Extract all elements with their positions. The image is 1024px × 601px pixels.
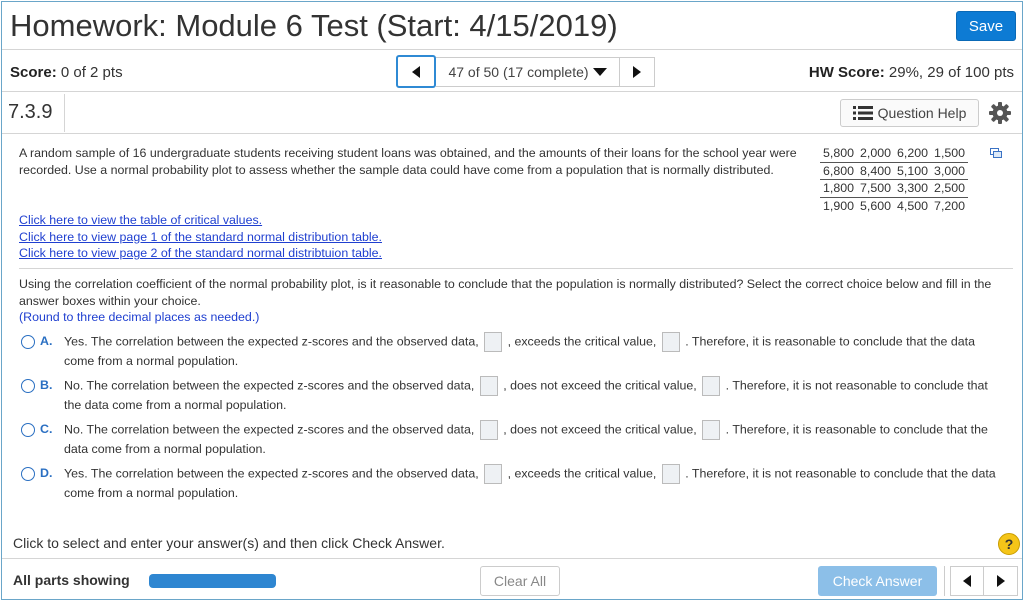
data-cell: 8,400 bbox=[857, 162, 894, 180]
data-cell: 1,800 bbox=[820, 180, 857, 198]
hw-score bbox=[809, 64, 1014, 81]
hw-score-label: HW Score: bbox=[808, 64, 885, 81]
footer-previous-button[interactable] bbox=[950, 566, 984, 596]
question-id: 7.3.9 bbox=[8, 101, 53, 123]
choice-text-part: . Therefore, it is not reasonable to conclude that the data come from a normal population. bbox=[64, 378, 988, 412]
gear-icon[interactable] bbox=[988, 101, 1012, 125]
caret-left-icon bbox=[963, 575, 971, 587]
correlation-answer-input[interactable] bbox=[484, 332, 502, 352]
question-position: 47 of 50 (17 complete) bbox=[448, 64, 589, 80]
data-cell: 6,200 bbox=[894, 145, 931, 162]
help-icon[interactable]: ? bbox=[998, 533, 1020, 555]
question-help-label: Question Help bbox=[877, 105, 967, 121]
data-cell: 7,500 bbox=[857, 180, 894, 198]
next-question-button[interactable] bbox=[619, 57, 655, 87]
choice-c-radio[interactable] bbox=[21, 423, 35, 437]
question-text: Using the correlation coefficient of the normal probability plot, is it reasonable to conclude that the population is normally distributed? Select the correct choice below and fill in the answer boxes within your choice. bbox=[19, 277, 992, 308]
choice-a-radio[interactable] bbox=[21, 335, 35, 349]
table-row bbox=[820, 145, 968, 162]
copy-icon[interactable] bbox=[990, 148, 1002, 158]
clear-all-button[interactable]: Clear All bbox=[480, 566, 560, 596]
parts-progress-bar bbox=[149, 574, 276, 588]
rounding-hint: (Round to three decimal places as needed.) bbox=[19, 310, 260, 324]
choice-a-letter: A. bbox=[40, 334, 53, 348]
data-cell: 2,500 bbox=[931, 180, 968, 198]
critical-value-answer-input[interactable] bbox=[662, 332, 680, 352]
check-answer-button[interactable]: Check Answer bbox=[818, 566, 937, 596]
correlation-answer-input[interactable] bbox=[484, 464, 502, 484]
choice-c-letter: C. bbox=[40, 422, 53, 436]
hw-score-value: 29%, 29 of 100 pts bbox=[888, 64, 1014, 81]
choice-text-part: Yes. The correlation between the expected z-scores and the observed data, bbox=[64, 466, 479, 481]
divider bbox=[64, 94, 65, 132]
footer-next-button[interactable] bbox=[984, 566, 1018, 596]
choice-text-part: . Therefore, it is not reasonable to conclude that the data come from a normal population. bbox=[64, 466, 996, 500]
choice-d-radio[interactable] bbox=[21, 467, 35, 481]
divider bbox=[19, 268, 1013, 269]
table-row bbox=[820, 162, 968, 180]
data-cell: 3,000 bbox=[931, 162, 968, 180]
choice-b-text bbox=[64, 376, 1004, 416]
data-cell: 1,900 bbox=[823, 198, 855, 213]
question-selector-dropdown[interactable] bbox=[436, 57, 620, 87]
data-cell: 4,500 bbox=[897, 198, 929, 213]
question-bar bbox=[2, 92, 1022, 134]
resource-links bbox=[19, 212, 382, 262]
critical-value-answer-input[interactable] bbox=[702, 376, 720, 396]
caret-right-icon bbox=[997, 575, 1005, 587]
correlation-answer-input[interactable] bbox=[480, 420, 498, 440]
caret-right-icon bbox=[633, 66, 641, 78]
choice-a-text bbox=[64, 332, 1004, 372]
choice-d-letter: D. bbox=[40, 466, 53, 480]
data-cell: 5,800 bbox=[820, 145, 857, 162]
choice-text-part: No. The correlation between the expected z-scores and the observed data, bbox=[64, 378, 475, 393]
caret-left-icon bbox=[412, 66, 420, 78]
choice-c-text bbox=[64, 420, 1004, 460]
divider bbox=[944, 566, 945, 596]
choice-text-part: , does not exceed the critical value, bbox=[503, 422, 697, 437]
choice-text-part: . Therefore, it is reasonable to conclude that the data come from a normal population. bbox=[64, 334, 976, 368]
critical-value-answer-input[interactable] bbox=[702, 420, 720, 440]
choice-text-part: No. The correlation between the expected z-scores and the observed data, bbox=[64, 422, 475, 437]
choice-b-letter: B. bbox=[40, 378, 53, 392]
problem-statement: A random sample of 16 undergraduate students receiving student loans was obtained, and the amounts of their loans for the school year were recorded. Use a normal probability plot to assess whether the sample data could have come from a population that is normally distributed. bbox=[19, 146, 797, 177]
table-row bbox=[820, 197, 968, 214]
homework-window bbox=[1, 1, 1023, 600]
choice-text-part: Yes. The correlation between the expected z-scores and the observed data, bbox=[64, 334, 479, 349]
all-parts-label: All parts showing bbox=[13, 572, 130, 588]
score-label: Score: bbox=[10, 64, 57, 81]
question-prompt bbox=[19, 276, 1015, 326]
data-cell: 5,600 bbox=[860, 198, 892, 213]
choice-text-part: , does not exceed the critical value, bbox=[503, 378, 697, 393]
score-bar bbox=[2, 50, 1022, 92]
page-title: Homework: Module 6 Test (Start: 4/15/2019) bbox=[10, 8, 618, 43]
caret-down-icon bbox=[593, 68, 607, 76]
instruction-text: Click to select and enter your answer(s) and then click Check Answer. bbox=[13, 535, 445, 551]
choice-b-radio[interactable] bbox=[21, 379, 35, 393]
normal-table-page2-link[interactable]: Click here to view page 2 of the standard normal distribtuion table. bbox=[19, 246, 382, 260]
table-row bbox=[820, 180, 968, 198]
list-icon bbox=[853, 106, 873, 120]
normal-table-page1-link[interactable]: Click here to view page 1 of the standard normal distribution table. bbox=[19, 229, 382, 244]
choice-d-text bbox=[64, 464, 1004, 504]
choice-text-part: , exceeds the critical value, bbox=[507, 466, 657, 481]
previous-question-button[interactable] bbox=[396, 55, 436, 88]
critical-values-link[interactable]: Click here to view the table of critical values. bbox=[19, 213, 263, 227]
question-help-button[interactable] bbox=[840, 99, 979, 127]
data-cell: 1,500 bbox=[931, 145, 968, 162]
footer-bar bbox=[2, 558, 1022, 600]
data-cell: 7,200 bbox=[934, 198, 966, 213]
score-value: 0 of 2 pts bbox=[60, 64, 123, 81]
data-cell: 5,100 bbox=[894, 162, 931, 180]
data-cell: 3,300 bbox=[894, 180, 931, 198]
correlation-answer-input[interactable] bbox=[480, 376, 498, 396]
critical-value-answer-input[interactable] bbox=[662, 464, 680, 484]
choice-text-part: . Therefore, it is reasonable to conclude that the data come from a normal population. bbox=[64, 422, 988, 456]
choice-text-part: , exceeds the critical value, bbox=[507, 334, 657, 349]
save-button[interactable]: Save bbox=[956, 11, 1016, 41]
score bbox=[10, 64, 123, 81]
data-cell: 2,000 bbox=[857, 145, 894, 162]
loan-data-table bbox=[820, 145, 968, 214]
data-cell: 6,800 bbox=[820, 162, 857, 180]
title-bar bbox=[2, 2, 1022, 50]
